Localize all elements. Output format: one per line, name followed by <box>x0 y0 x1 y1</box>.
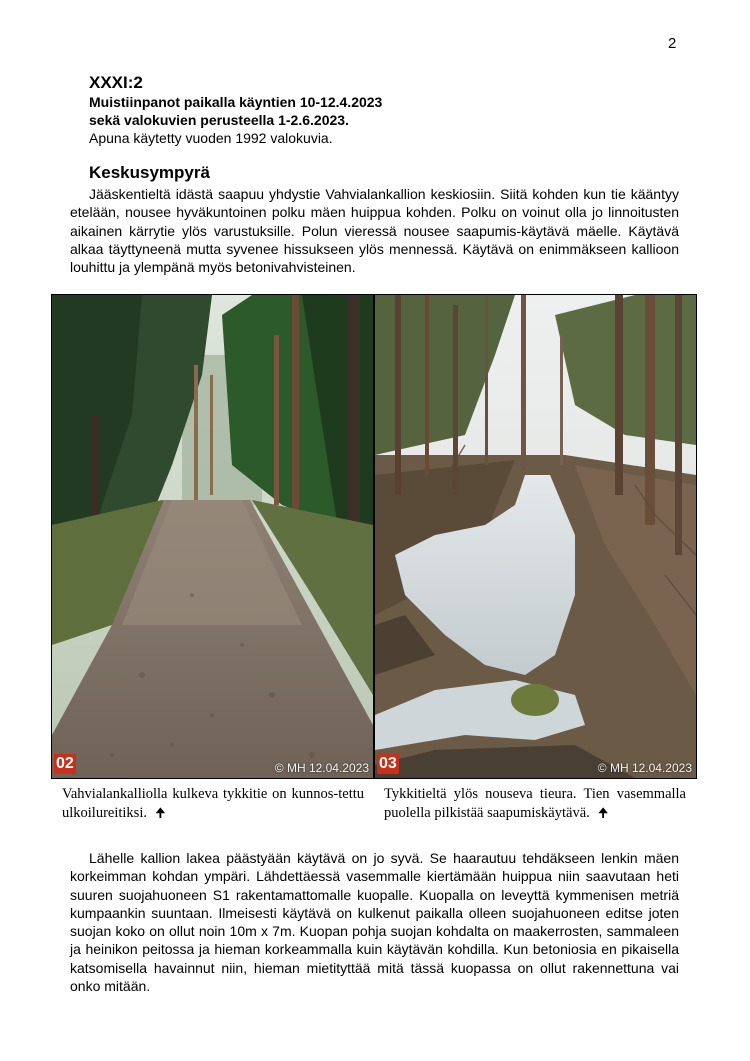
caption-photo-03 <box>384 785 686 823</box>
page-number: 2 <box>668 35 677 52</box>
icy-path-image <box>375 295 696 778</box>
photo-02 <box>52 295 373 778</box>
caption-photo-02 <box>62 785 364 823</box>
section-keskusympyra <box>70 163 679 276</box>
notes-line-3: Apuna käytetty vuoden 1992 valokuvia. <box>89 130 333 146</box>
caption-text: Tykkitieltä ylös nouseva tieura. Tien vasemmalla puolella pilkistää saapumiskäytävä. <box>384 786 686 821</box>
caption-text: Vahvialankalliolla kulkeva tykkitie on kunnos-tettu ulkoilureitiksi. <box>62 786 364 821</box>
forest-path-image <box>52 295 373 778</box>
photo-row <box>51 294 697 779</box>
notes-line-2: sekä valokuvien perusteella 1-2.6.2023. <box>89 112 349 128</box>
arrow-up-icon: 🠉 <box>597 806 609 821</box>
photo-03 <box>375 295 696 778</box>
notes-line-1: Muistiinpanot paikalla käyntien 10-12.4.2023 <box>89 94 383 110</box>
body-paragraph: Lähelle kallion lakea päästyään käytävä on jo syvä. Se haarautuu tehdäkseen lenkin mäen korkeimman kohdan ympäri. Lähdettäessä vasemmalle kiertämään huippua niin saavutaan heti suuren suojahuoneen S1 rakentamattomalle kuopalle. Kuopalla on leveyttä kymmenisen metriä kumpaankin suuntaan. Ilmeisesti käytävä on kulkenut paikalla olleen suojahuoneen editse joten suojan koko on ollut noin 10m x 7m. Kuopan pohja suojan kohdalta on maakerrosten, sammaleen ja heinikon peitossa ja hieman korkeammalla kuin käytävän kohdilla. Kun betoniosia en pikaisella katsomisella havainnut niin, hieman mietityttää mitä tässä kuopassa on ollut rakennettuna vai onko mitään. <box>70 850 679 995</box>
photo-copyright: © MH 12.04.2023 <box>274 761 369 775</box>
arrow-up-icon: 🠉 <box>154 806 166 821</box>
document-code: XXXI:2 <box>89 73 143 92</box>
document-header <box>89 73 689 147</box>
section-title: Keskusympyrä <box>89 163 210 182</box>
photo-number-badge: 03 <box>379 755 397 772</box>
photo-number-badge: 02 <box>56 755 74 772</box>
section-body-2 <box>70 849 679 995</box>
section-paragraph: Jääskentieltä idästä saapuu yhdystie Vahvialankallion keskiosiin. Siitä kohden kun tie kääntyy etelään, nousee hyväkuntoinen polku mäen huippua kohden. Polku on voinut olla jo linnoitusten aikainen kärrytie ylös varustuksille. Polun vieressä nousee saapumis-käytävä mäelle. Käytävä alkaa täyttyneenä mutta syvenee hissukseen ylös mennessä. Käytävä on enimmäkseen kallioon louhittu ja ylempänä myös betonivahvisteinen. <box>70 186 679 276</box>
photo-copyright: © MH 12.04.2023 <box>597 761 692 775</box>
